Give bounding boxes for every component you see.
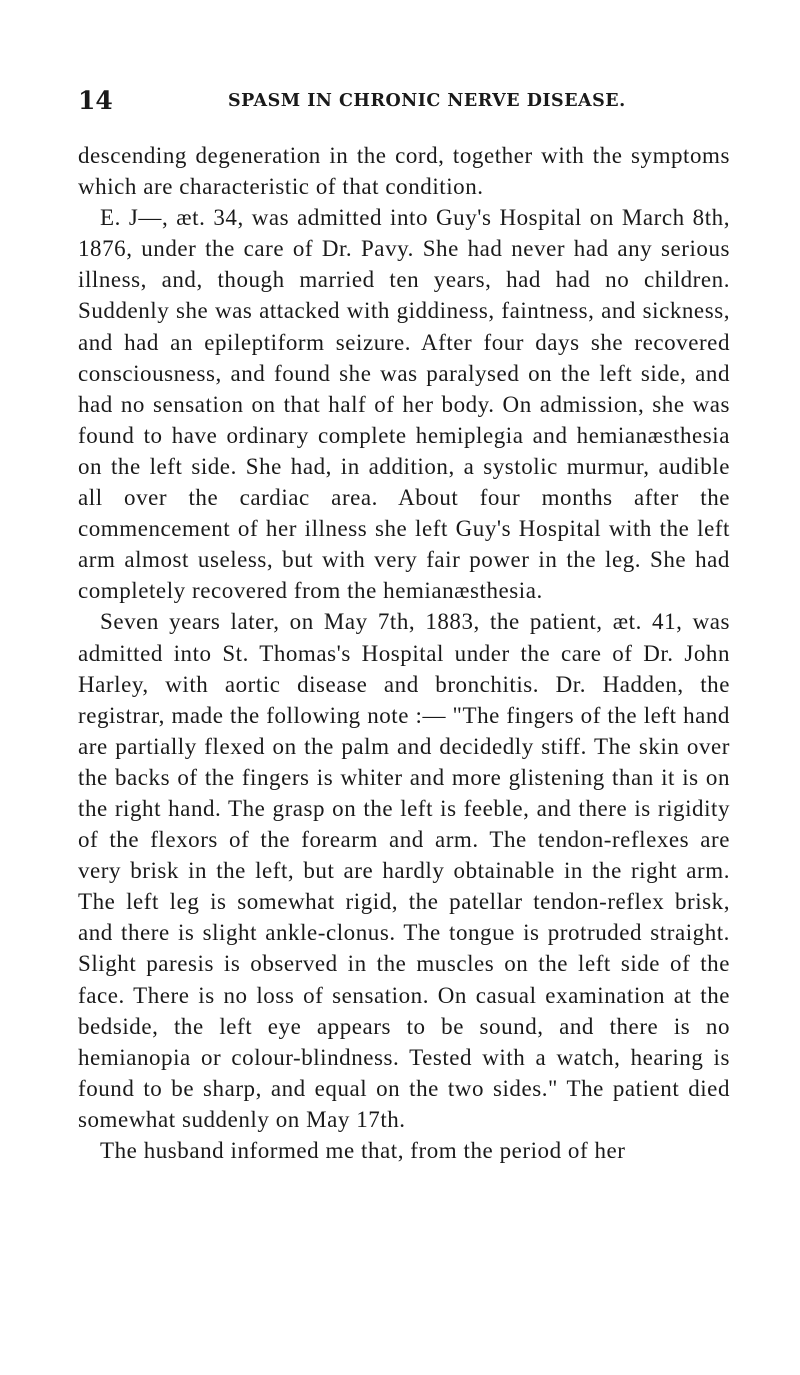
page-header [78, 78, 730, 118]
page-number: 14 [78, 86, 113, 115]
paragraph-later-admission: Seven years later, on May 7th, 1883, the patient, æt. 41, was admitted into St. Thomas's Hospital under the care of Dr. John Harley, with aortic disease and bronchitis. Dr. Hadden, the registrar, made the following note :— "The fingers of the left hand are partially flexed on the palm and decidedly stiff. The skin over the backs of the fingers is whiter and more glistening than it is on the right hand. The grasp on the left is feeble, and there is rigidity of the flexors of the forearm and arm. The tendon-reflexes are very brisk in the left, but are hardly obtainable in the right arm. The left leg is somewhat rigid, the patellar tendon-reflex brisk, and there is slight ankle-clonus. The tongue is protruded straight. Slight paresis is observed in the muscles on the left side of the face. There is no loss of sensation. On casual examination at the bedside, the left eye appears to be sound, and there is no hemianopia or colour-blindness. Tested with a watch, hearing is found to be sharp, and equal on the two sides." The patient died somewhat suddenly on May 17th. [78, 609, 730, 1132]
paragraph-husband-report: The husband informed me that, from the period of her [100, 1138, 626, 1163]
body-text [78, 140, 730, 1166]
running-title: SPASM IN CHRONIC NERVE DISEASE. [228, 91, 626, 111]
paragraph-continuation: descending degeneration in the cord, together with the symptoms which are characteristic of that condition. [78, 143, 730, 200]
paragraph-case-history: E. J—, æt. 34, was admitted into Guy's Hospital on March 8th, 1876, under the care of Dr. Pavy. She had never had any serious illness, and, though married ten years, had had no children. Suddenly she was attacked with giddiness, faintness, and sickness, and had an epileptiform seizure. After four days she recovered consciousness, and found she was paralysed on the left side, and had no sensation on that half of her body. On admission, she was found to have ordinary complete hemiplegia and hemianæsthesia on the left side. She had, in addition, a systolic murmur, audible all over the cardiac area. About four months after the commencement of her illness she left Guy's Hospital with the left arm almost useless, but with very fair power in the leg. She had completely recovered from the hemianæsthesia. [78, 205, 730, 604]
